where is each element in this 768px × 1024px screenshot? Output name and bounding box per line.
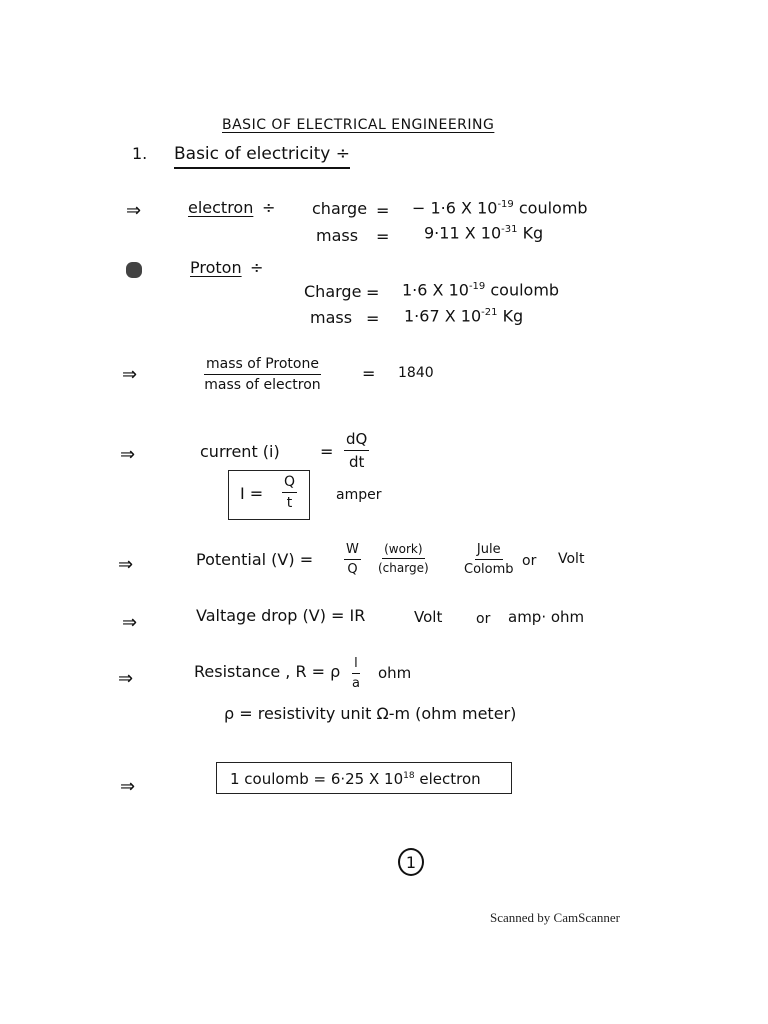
proton-charge-eq: =	[366, 283, 380, 302]
potential-unit-fraction: Jule Colomb	[464, 542, 514, 577]
electron-charge-label: charge	[312, 199, 368, 218]
ratio-numerator: mass of Protone	[204, 356, 321, 375]
electron-label: electron	[188, 198, 254, 217]
potential-fraction: $\frac{W}{Q}$	[346, 542, 359, 577]
current-fraction	[344, 430, 369, 471]
resistivity-line: ρ = resistivity unit Ω-m (ohm meter)	[224, 704, 517, 723]
ratio-value: 1840	[398, 365, 434, 381]
current-box-lhs: I =	[240, 484, 264, 503]
potential-note: (work) (charge)	[378, 542, 429, 575]
page-title: BASIC OF ELECTRICAL ENGINEERING	[222, 117, 495, 133]
potential-alt-unit: Volt	[558, 551, 585, 567]
electron-mass-value: 9·11 X $10^{-31}$ Kg	[424, 223, 544, 243]
proton-sep: ÷	[250, 258, 264, 277]
coulomb-text: 1 coulomb = 6·25 X $10^{18}$ electron	[230, 770, 481, 788]
current-label: current (i)	[200, 442, 280, 461]
proton-mass-eq: =	[366, 309, 380, 328]
ratio-eq: =	[362, 364, 376, 383]
ink-smudge	[126, 262, 142, 278]
current-box-fraction: $\frac{Q}{t}$	[284, 474, 296, 511]
current-numerator: dQ	[344, 430, 369, 451]
voltage-drop-unit: Volt	[414, 608, 443, 626]
arrow-icon: ⇒	[126, 200, 142, 221]
resistance-unit: ohm	[378, 664, 412, 682]
resistance-fraction: $\frac{l}{a}$	[352, 656, 360, 691]
arrow-icon: ⇒	[118, 554, 134, 575]
electron-charge-value: − 1·6 X $10^{-19}$ coulomb	[412, 198, 588, 218]
voltage-drop-alt-unit: amp· ohm	[508, 608, 585, 626]
arrow-icon: ⇒	[120, 444, 136, 465]
resistance-label: Resistance , R = ρ	[194, 662, 341, 681]
voltage-drop-or: or	[476, 611, 491, 627]
potential-or: or	[522, 553, 537, 569]
proton-label: Proton	[190, 258, 242, 277]
electron-sep: ÷	[262, 198, 276, 217]
proton-mass-label: mass	[310, 308, 353, 327]
electron-mass-label: mass	[316, 226, 359, 245]
current-unit: amper	[336, 487, 382, 503]
voltage-drop-label: Valtage drop (V) = IR	[196, 606, 366, 625]
mass-ratio-fraction	[204, 356, 321, 393]
electron-charge-eq: =	[376, 201, 390, 220]
proton-charge-label: Charge	[304, 282, 362, 301]
proton-charge-value: 1·6 X $10^{-19}$ coulomb	[402, 280, 560, 300]
scanner-watermark: Scanned by CamScanner	[490, 910, 620, 925]
ratio-denominator: mass of electron	[204, 377, 321, 393]
proton-mass-value: 1·67 X $10^{-21}$ Kg	[404, 306, 524, 326]
arrow-icon: ⇒	[120, 776, 136, 797]
section-heading: Basic of electricity ÷	[174, 146, 350, 169]
arrow-icon: ⇒	[118, 668, 134, 689]
section-number: 1.	[132, 144, 148, 163]
current-denominator: dt	[348, 453, 365, 471]
page-number: 1	[398, 848, 424, 876]
potential-label: Potential (V) =	[196, 550, 314, 569]
electron-mass-eq: =	[376, 227, 390, 246]
arrow-icon: ⇒	[122, 364, 138, 385]
arrow-icon: ⇒	[122, 612, 138, 633]
current-eq: =	[320, 442, 334, 461]
